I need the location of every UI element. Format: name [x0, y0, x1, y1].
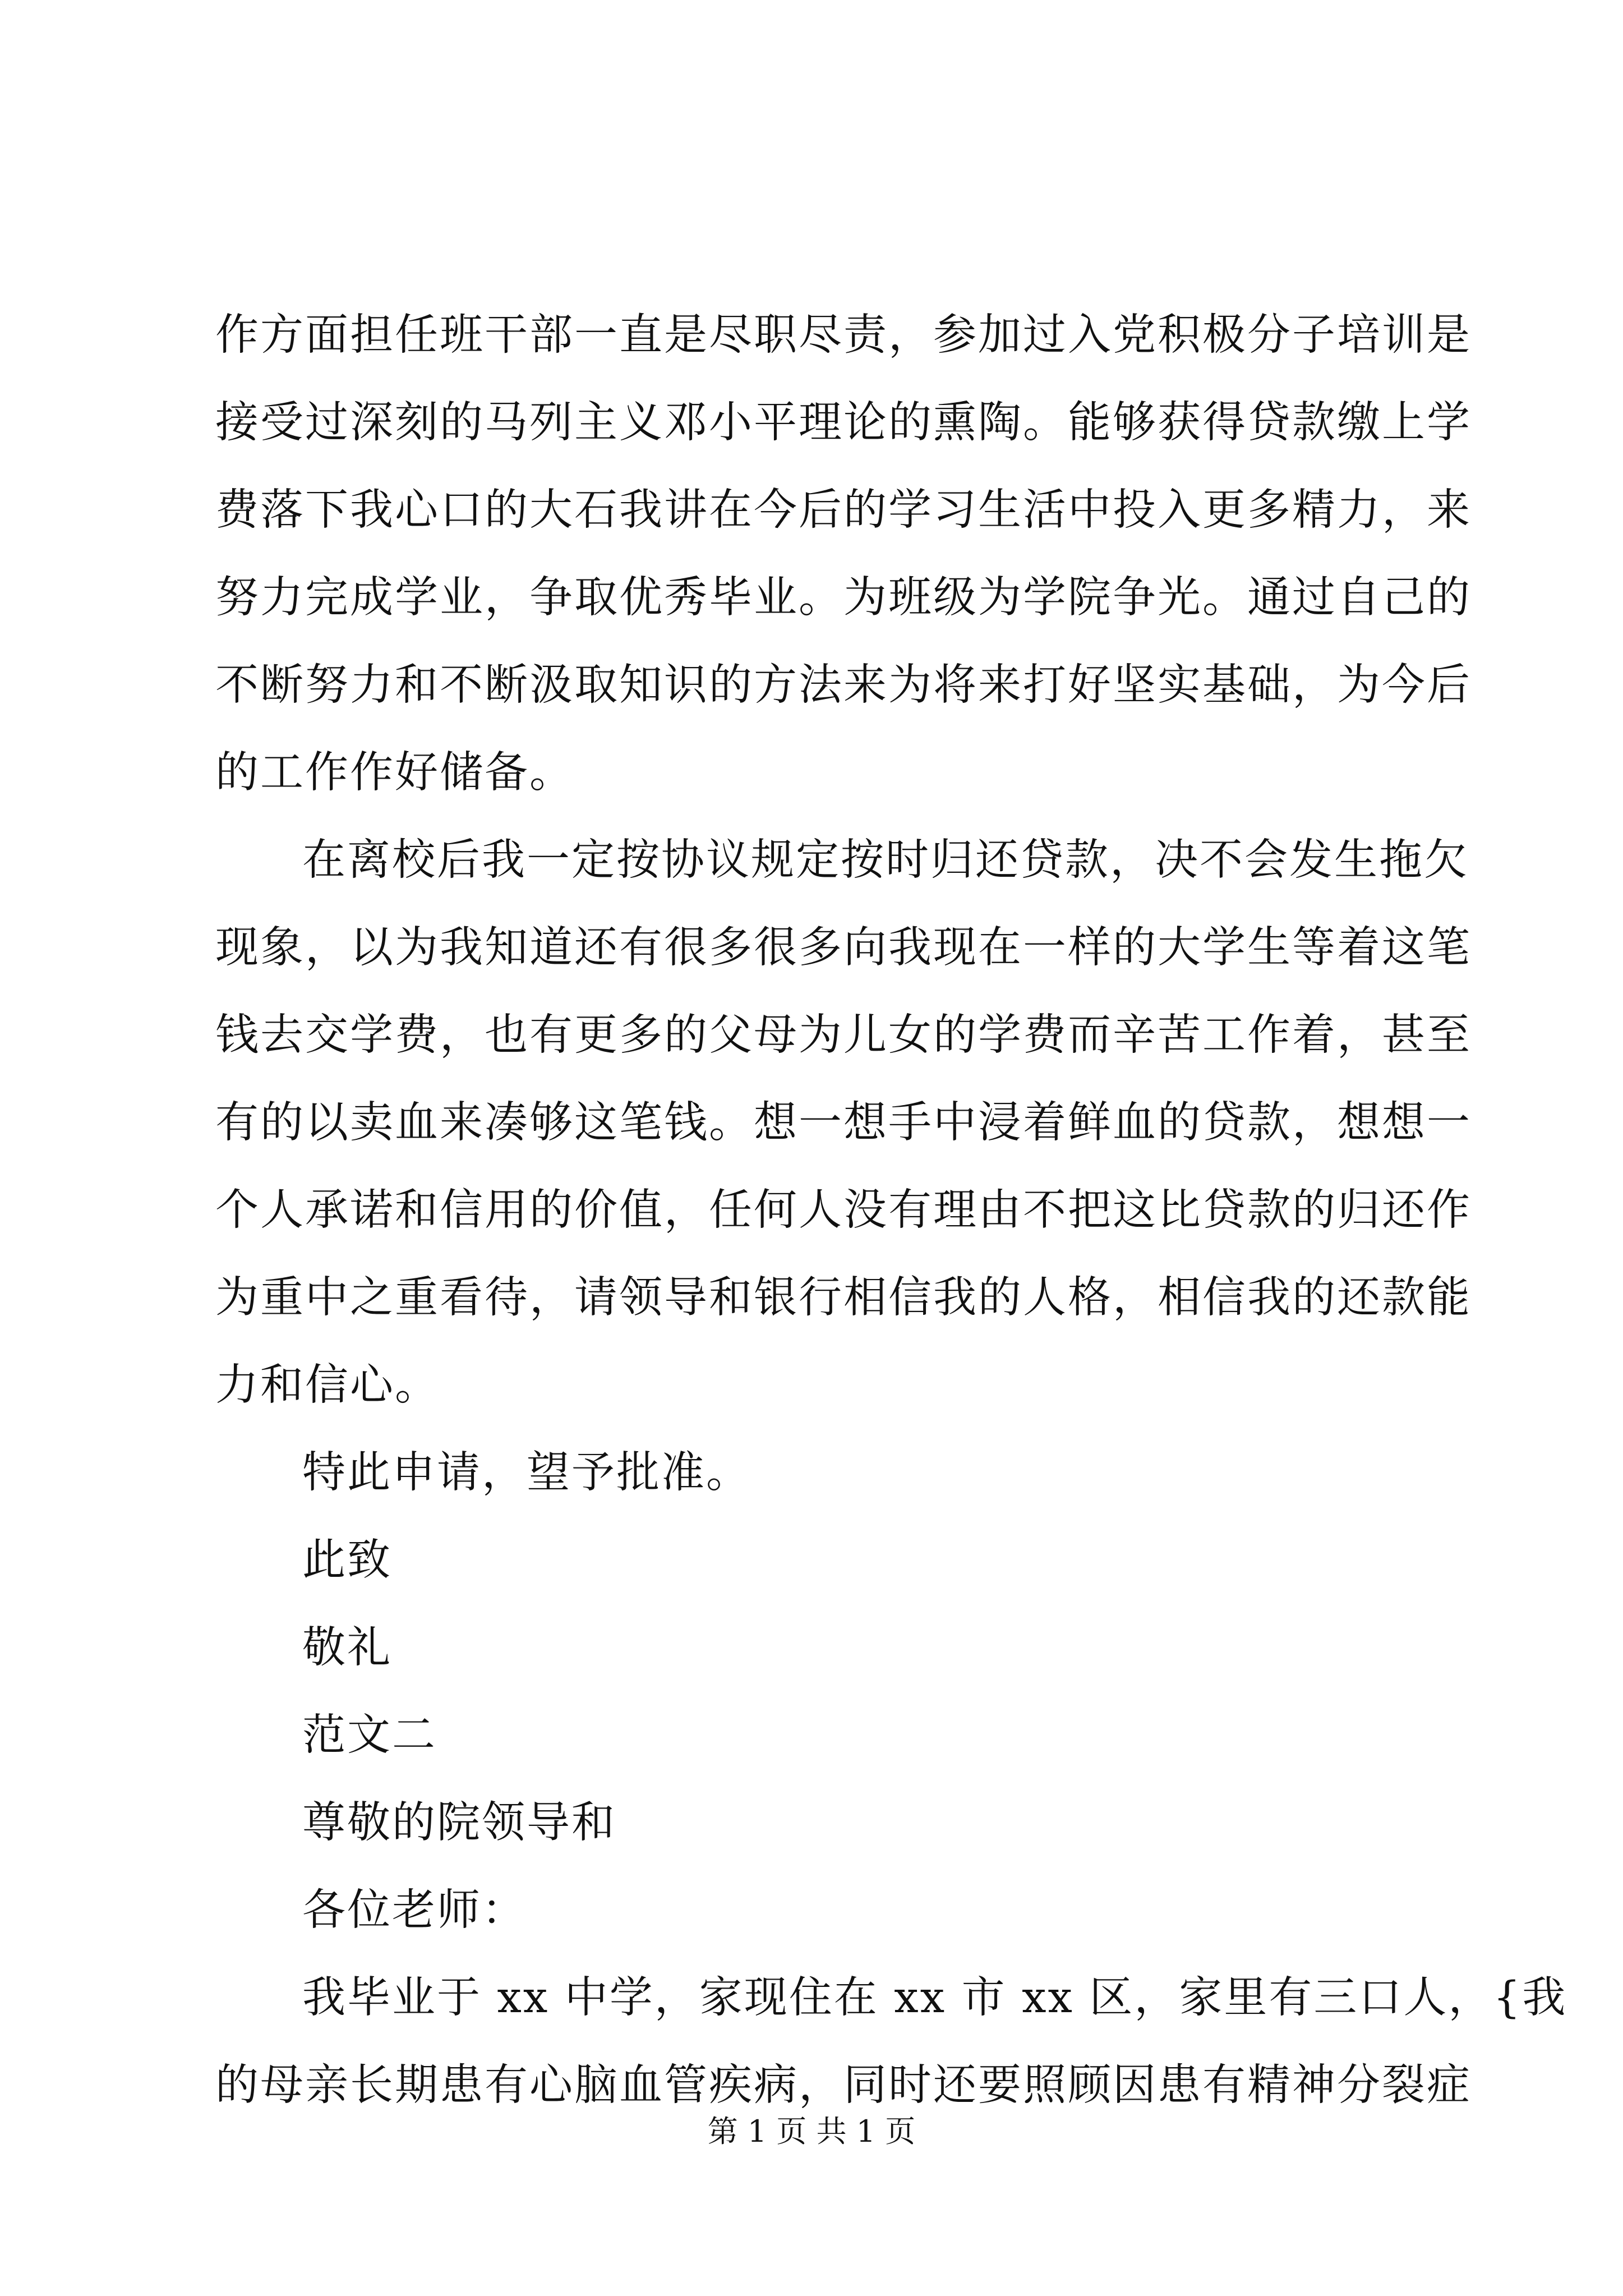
text-line: 费落下我心口的大石我讲在今后的学习生活中投入更多精力，来 [215, 485, 1472, 535]
document-body [215, 292, 1567, 2129]
text-line: 为重中之重看待，请领导和银行相信我的人格，相信我的还款能 [215, 1273, 1472, 1323]
closing-request: 特此申请，望予批准。 [302, 1448, 751, 1498]
text-line: 的工作作好储备。 [215, 748, 574, 798]
section-heading: 范文二 [302, 1710, 437, 1760]
page-number-footer: 第 1 页 共 1 页 [707, 2114, 916, 2149]
text-line: 努力完成学业，争取优秀毕业。为班级为学院争光。通过自己的 [215, 573, 1472, 623]
salutation-jingli: 敬礼 [302, 1623, 392, 1673]
addressee-line: 各位老师： [302, 1885, 527, 1935]
text-line: 的母亲长期患有心脑血管疾病，同时还要照顾因患有精神分裂症 [215, 2060, 1472, 2110]
text-line: 不断努力和不断汲取知识的方法来为将来打好坚实基础，为今后 [215, 660, 1472, 710]
text-line: 作方面担任班干部一直是尽职尽责，参加过入党积极分子培训是 [215, 310, 1472, 360]
text-line: 现象，以为我知道还有很多很多向我现在一样的大学生等着这笔 [215, 923, 1472, 973]
paragraph-first-line: 我毕业于 xx 中学，家现住在 xx 市 xx 区，家里有三口人，{我 [302, 1973, 1567, 2023]
addressee-line: 尊敬的院领导和 [302, 1798, 616, 1848]
text-line: 钱去交学费，也有更多的父母为儿女的学费而辛苦工作着，甚至 [215, 1010, 1472, 1060]
text-line: 有的以卖血来凑够这笔钱。想一想手中浸着鲜血的贷款，想想一 [215, 1098, 1472, 1148]
text-line: 接受过深刻的马列主义邓小平理论的熏陶。能够获得贷款缴上学 [215, 398, 1472, 448]
salutation-cizhi: 此致 [302, 1535, 392, 1585]
text-line: 力和信心。 [215, 1360, 440, 1410]
text-line: 个人承诺和信用的价值，任何人没有理由不把这比贷款的归还作 [215, 1185, 1472, 1235]
paragraph-first-line: 在离校后我一定按协议规定按时归还贷款，决不会发生拖欠 [302, 835, 1469, 885]
